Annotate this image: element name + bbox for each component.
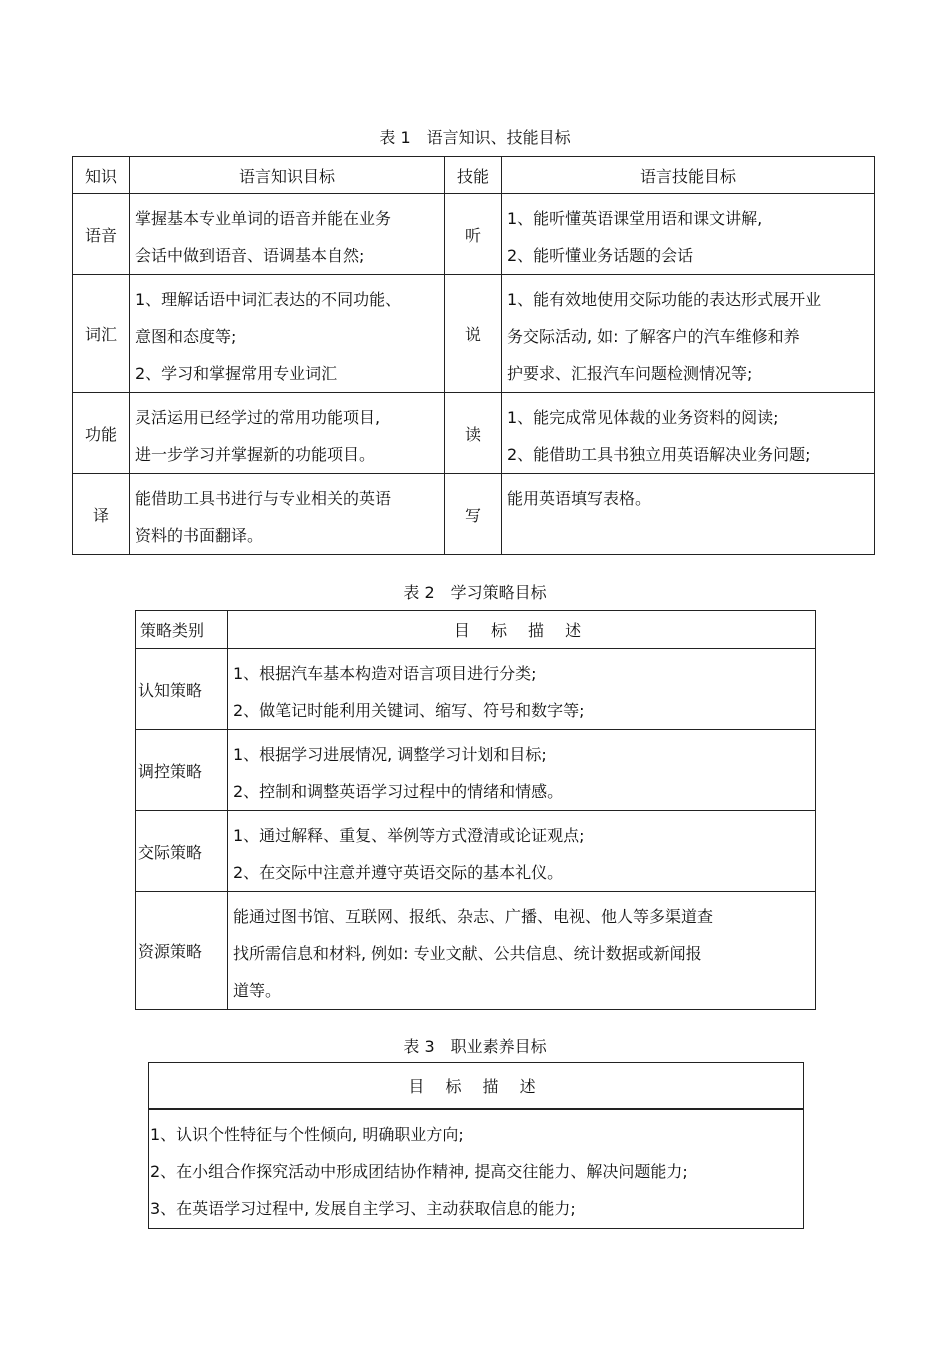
table1-caption: 表 1 语言知识、技能目标	[379, 128, 571, 147]
knowledge-cell: 译	[73, 474, 130, 555]
strategy-desc-cell	[228, 649, 816, 730]
text-line: 1、通过解释、重复、举例等方式澄清或论证观点;	[233, 826, 585, 845]
professional-quality-table	[148, 1062, 804, 1229]
text-line: 2、控制和调整英语学习过程中的情绪和情感。	[233, 782, 564, 801]
header-strategy-category: 策略类别	[136, 611, 228, 649]
strategy-category-cell: 调控策略	[136, 730, 228, 811]
skill-cell: 听	[445, 194, 502, 275]
text-line: 1、根据汽车基本构造对语言项目进行分类;	[233, 664, 537, 683]
text-line: 1、根据学习进展情况, 调整学习计划和目标;	[233, 745, 547, 764]
skill-goal-cell	[502, 393, 875, 474]
strategy-category-cell: 交际策略	[136, 811, 228, 892]
text-line: 2、做笔记时能利用关键词、缩写、符号和数字等;	[233, 701, 585, 720]
knowledge-cell: 语音	[73, 194, 130, 275]
table-row	[73, 393, 875, 474]
header-skill: 技能	[445, 157, 502, 194]
text-line: 灵活运用已经学过的常用功能项目,	[135, 408, 381, 427]
text-line: 2、学习和掌握常用专业词汇	[135, 364, 338, 383]
text-line: 1、能有效地使用交际功能的表达形式展开业	[507, 290, 822, 309]
text-line: 道等。	[233, 981, 282, 1000]
table2-caption: 表 2 学习策略目标	[403, 583, 547, 602]
text-line: 资料的书面翻译。	[135, 526, 264, 545]
list-item: 3、在英语学习过程中, 发展自主学习、主动获取信息的能力;	[150, 1198, 576, 1218]
text-line: 意图和态度等;	[135, 327, 237, 346]
header-skill-goal: 语言技能目标	[502, 157, 875, 194]
learning-strategy-table	[135, 610, 816, 1010]
table-row	[136, 649, 816, 730]
text-line: 进一步学习并掌握新的功能项目。	[135, 445, 376, 464]
text-line: 2、在交际中注意并遵守英语交际的基本礼仪。	[233, 863, 564, 882]
table-row	[136, 811, 816, 892]
knowledge-goal-cell	[130, 393, 445, 474]
strategy-category-cell: 认知策略	[136, 649, 228, 730]
quality-items-cell	[149, 1109, 804, 1229]
header-knowledge-goal: 语言知识目标	[130, 157, 445, 194]
skill-cell: 写	[445, 474, 502, 555]
table-row	[149, 1109, 804, 1229]
skill-goal-cell	[502, 474, 875, 555]
text-line: 1、理解话语中词汇表达的不同功能、	[135, 290, 402, 309]
knowledge-goal-cell	[130, 275, 445, 393]
table3-caption: 表 3 职业素养目标	[403, 1037, 547, 1056]
text-line: 1、能听懂英语课堂用语和课文讲解,	[507, 209, 763, 228]
text-line: 1、能完成常见体裁的业务资料的阅读;	[507, 408, 779, 427]
knowledge-goal-cell	[130, 194, 445, 275]
list-item: 1、认识个性特征与个性倾向, 明确职业方向;	[150, 1124, 464, 1144]
table-row	[73, 275, 875, 393]
table1-header-row	[73, 157, 875, 194]
header-goal-description: 目 标 描 述	[228, 611, 816, 649]
strategy-desc-cell	[228, 892, 816, 1010]
text-line: 能通过图书馆、互联网、报纸、杂志、广播、电视、他人等多渠道查	[233, 907, 714, 926]
strategy-desc-cell	[228, 811, 816, 892]
knowledge-cell: 词汇	[73, 275, 130, 393]
text-line: 2、能听懂业务话题的会话	[507, 246, 694, 265]
list-item: 2、在小组合作探究活动中形成团结协作精神, 提高交往能力、解决问题能力;	[150, 1161, 688, 1181]
text-line: 找所需信息和材料, 例如: 专业文献、公共信息、统计数据或新闻报	[233, 944, 702, 963]
text-line: 掌握基本专业单词的语音并能在业务	[135, 209, 392, 228]
table-row	[73, 474, 875, 555]
table-row	[136, 730, 816, 811]
language-goals-table	[72, 156, 875, 555]
skill-goal-cell	[502, 194, 875, 275]
text-line: 能借助工具书进行与专业相关的英语	[135, 489, 392, 508]
strategy-desc-cell	[228, 730, 816, 811]
text-line: 务交际活动, 如: 了解客户的汽车维修和养	[507, 327, 800, 346]
header-knowledge: 知识	[73, 157, 130, 194]
skill-cell: 说	[445, 275, 502, 393]
header-goal-description: 目 标 描 述	[149, 1063, 804, 1109]
table-row	[73, 194, 875, 275]
knowledge-cell: 功能	[73, 393, 130, 474]
skill-goal-cell	[502, 275, 875, 393]
text-line: 护要求、汇报汽车问题检测情况等;	[507, 364, 753, 383]
table3-header-row	[149, 1063, 804, 1109]
text-line: 2、能借助工具书独立用英语解决业务问题;	[507, 445, 811, 464]
text-line: 会话中做到语音、语调基本自然;	[135, 246, 365, 265]
knowledge-goal-cell	[130, 474, 445, 555]
strategy-category-cell: 资源策略	[136, 892, 228, 1010]
table-row	[136, 892, 816, 1010]
table2-header-row	[136, 611, 816, 649]
skill-cell: 读	[445, 393, 502, 474]
text-line: 能用英语填写表格。	[507, 489, 652, 508]
